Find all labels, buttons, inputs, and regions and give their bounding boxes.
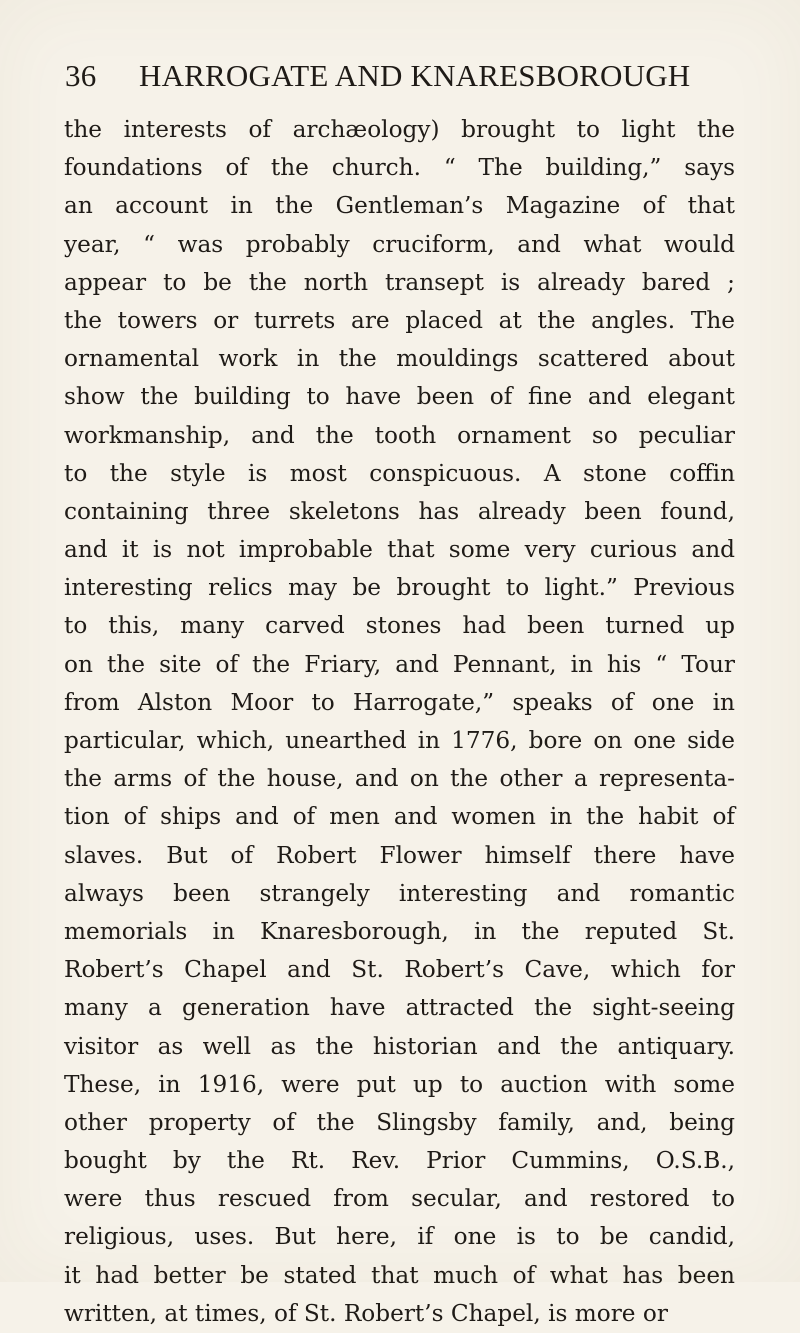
text-line: always been strangely interesting and romantic (64, 879, 735, 907)
body-paragraph (64, 111, 735, 1333)
text-line: written, at times, of St. Robert’s Chapel, is more or (64, 1299, 668, 1327)
text-line: it had better be stated that much of what has been (64, 1261, 735, 1289)
text-line: many a generation have attracted the sight-seeing (64, 994, 735, 1022)
text-line: These, in 1916, were put up to auction with some (64, 1070, 735, 1098)
text-line: on the site of the Friary, and Pennant, in his “ Tour (64, 650, 735, 678)
text-line: an account in the Gentleman’s Magazine of that (64, 192, 735, 220)
text-line: tion of ships and of men and women in the habit of (64, 803, 735, 831)
text-line: year, “ was probably cruciform, and what would (64, 230, 735, 258)
text-line: bought by the Rt. Rev. Prior Cummins, O.S.B., (64, 1147, 735, 1175)
text-line: religious, uses. But here, if one is to be candid, (64, 1223, 735, 1251)
text-line: show the building to have been of fine and elegant (64, 383, 735, 411)
running-head (65, 58, 735, 94)
text-line: ornamental work in the mouldings scattered about (64, 345, 735, 373)
text-line: to the style is most conspicuous. A stone coffin (64, 459, 735, 487)
text-line: memorials in Knaresborough, in the reputed St. (64, 917, 735, 945)
running-head-title: HARROGATE AND KNARESBOROUGH (139, 58, 691, 93)
text-line: the arms of the house, and on the other a representa- (64, 765, 735, 793)
text-line: appear to be the north transept is already bared ; (64, 268, 735, 296)
text-line: containing three skeletons has already been found, (64, 497, 735, 525)
text-line: to this, many carved stones had been turned up (64, 612, 735, 640)
text-line: particular, which, unearthed in 1776, bore on one side (64, 727, 735, 754)
page-number: 36 (65, 58, 97, 93)
text-line: other property of the Slingsby family, and, being (64, 1108, 735, 1136)
text-line: Robert’s Chapel and St. Robert’s Cave, which for (64, 956, 735, 984)
text-line: foundations of the church. “ The building,” says (64, 154, 735, 182)
text-line: workmanship, and the tooth ornament so peculiar (64, 421, 735, 449)
text-line: slaves. But of Robert Flower himself there have (64, 841, 735, 869)
text-line: visitor as well as the historian and the antiquary. (64, 1032, 735, 1060)
text-line: and it is not improbable that some very curious and (64, 536, 735, 564)
text-line: from Alston Moor to Harrogate,” speaks of one in (64, 688, 735, 716)
text-line: were thus rescued from secular, and restored to (64, 1185, 735, 1213)
text-line: the towers or turrets are placed at the angles. The (64, 306, 735, 334)
text-line: the interests of archæology) brought to light the (64, 116, 735, 143)
text-line: interesting relics may be brought to light.” Previous (64, 574, 735, 602)
